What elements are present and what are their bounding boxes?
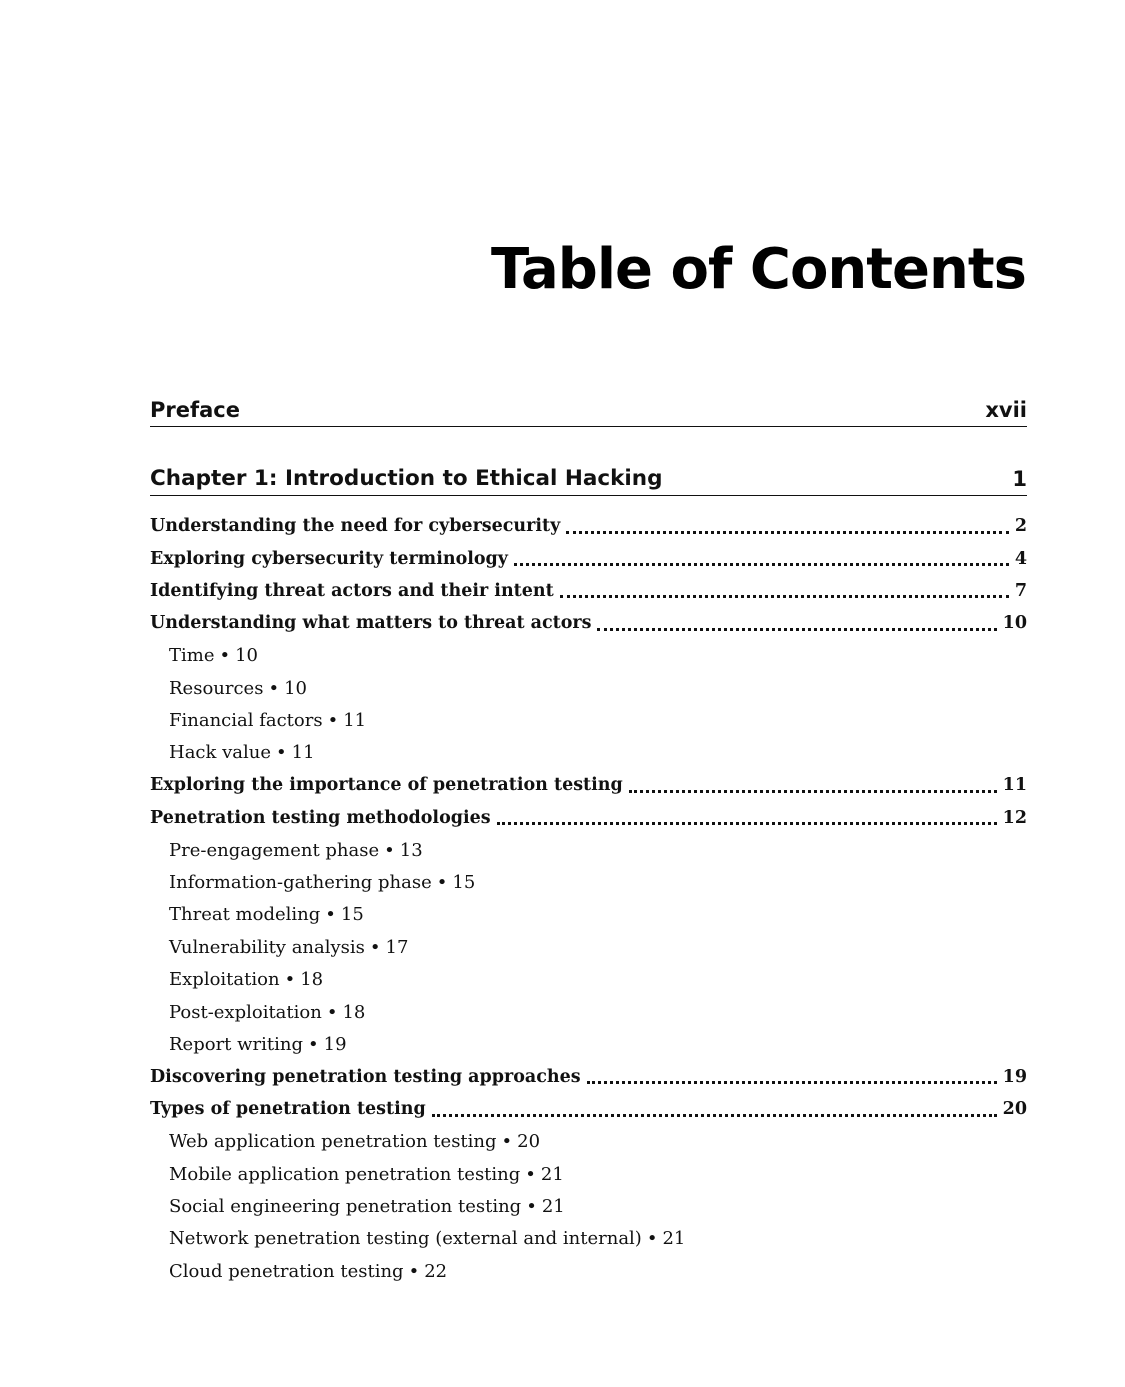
entry-label: Resources — [169, 677, 264, 699]
toc-section-entry[interactable] — [150, 607, 1027, 639]
entry-page-number: 17 — [385, 936, 409, 958]
entry-label: Exploring the importance of penetration testing — [150, 775, 623, 796]
entry-label: Mobile application penetration testing — [169, 1163, 521, 1185]
toc-subsection-entry[interactable] — [150, 899, 1027, 931]
toc-section-entry[interactable] — [150, 542, 1027, 574]
entry-label: Understanding what matters to threat actors — [150, 613, 592, 634]
entry-page-number: 20 — [1002, 1099, 1027, 1120]
entry-page-number: 18 — [300, 969, 324, 991]
entry-page-number: 10 — [235, 645, 259, 667]
toc-subsection-entry[interactable] — [150, 640, 1027, 672]
entry-page-number: 10 — [1002, 613, 1027, 634]
preface-heading[interactable] — [150, 393, 1027, 427]
toc-subsection-entry[interactable] — [150, 1028, 1027, 1060]
dot-leader — [566, 531, 1009, 534]
entry-label: Identifying threat actors and their intent — [150, 580, 554, 601]
entry-label: Post-exploitation — [169, 1001, 322, 1023]
toc-subsection-entry[interactable] — [150, 1190, 1027, 1222]
page-title: Table of Contents — [490, 237, 1026, 302]
bullet-separator: • — [326, 1001, 338, 1023]
entry-label: Penetration testing methodologies — [150, 807, 491, 828]
dot-leader — [560, 595, 1009, 598]
chapter-heading[interactable] — [150, 462, 1027, 496]
toc-subsection-entry[interactable] — [150, 834, 1027, 866]
bullet-separator: • — [369, 936, 381, 958]
entry-label: Network penetration testing (external and internal) — [169, 1228, 642, 1250]
entry-label: Social engineering penetration testing — [169, 1195, 522, 1217]
entry-label: Financial factors — [169, 710, 323, 732]
entry-page-number: 11 — [291, 742, 315, 764]
entry-label: Vulnerability analysis — [169, 936, 365, 958]
toc-subsection-entry[interactable] — [150, 866, 1027, 898]
entry-page-number: 15 — [452, 871, 476, 893]
dot-leader — [432, 1114, 997, 1117]
bullet-separator: • — [526, 1195, 537, 1217]
toc-section-entry[interactable] — [150, 769, 1027, 801]
entry-label: Information-gathering phase — [169, 871, 432, 893]
toc-subsection-entry[interactable] — [150, 996, 1027, 1028]
preface-page-number: xvii — [985, 398, 1027, 422]
bullet-separator: • — [308, 1033, 319, 1055]
entry-page-number: 15 — [340, 904, 364, 926]
toc-subsection-entry[interactable] — [150, 672, 1027, 704]
bullet-separator: • — [501, 1131, 513, 1153]
toc-subsection-entry[interactable] — [150, 1223, 1027, 1255]
bullet-separator: • — [408, 1260, 420, 1282]
entry-page-number: 12 — [1002, 807, 1027, 828]
bullet-separator: • — [276, 742, 287, 764]
preface-label: Preface — [150, 398, 240, 422]
bullet-separator: • — [525, 1163, 536, 1185]
toc-section-entry[interactable] — [150, 510, 1027, 542]
toc-subsection-entry[interactable] — [150, 737, 1027, 769]
bullet-separator: • — [219, 645, 231, 667]
chapter-page-number: 1 — [1012, 467, 1027, 491]
toc-section-entry[interactable] — [150, 1061, 1027, 1093]
entry-label: Report writing — [169, 1033, 303, 1055]
bullet-separator: • — [384, 839, 395, 861]
dot-leader — [514, 563, 1009, 566]
entry-page-number: 20 — [517, 1131, 541, 1153]
entry-label: Web application penetration testing — [169, 1131, 497, 1153]
entry-page-number: 10 — [284, 677, 307, 699]
entry-page-number: 22 — [424, 1260, 448, 1282]
toc-subsection-entry[interactable] — [150, 1158, 1027, 1190]
toc-subsection-entry[interactable] — [150, 963, 1027, 995]
toc-subsection-entry[interactable] — [150, 1125, 1027, 1157]
entry-label: Hack value — [169, 742, 272, 764]
bullet-separator: • — [325, 904, 336, 926]
toc-section-entry[interactable] — [150, 802, 1027, 834]
entry-page-number: 19 — [323, 1033, 347, 1055]
toc-entry-list — [150, 510, 1027, 1287]
bullet-separator: • — [327, 710, 339, 732]
entry-page-number: 11 — [1002, 775, 1027, 796]
toc-section-entry[interactable] — [150, 1093, 1027, 1125]
entry-label: Understanding the need for cybersecurity — [150, 516, 561, 537]
toc-subsection-entry[interactable] — [150, 1255, 1027, 1287]
chapter-label: Chapter 1: Introduction to Ethical Hacking — [150, 466, 663, 491]
dot-leader — [629, 790, 997, 793]
bullet-separator: • — [268, 677, 280, 699]
toc-subsection-entry[interactable] — [150, 704, 1027, 736]
dot-leader — [597, 628, 996, 631]
entry-page-number: 18 — [342, 1001, 366, 1023]
entry-label: Exploitation — [169, 969, 280, 991]
dot-leader — [497, 822, 997, 825]
entry-page-number: 13 — [399, 839, 423, 861]
entry-label: Time — [169, 645, 215, 667]
entry-label: Threat modeling — [169, 904, 321, 926]
bullet-separator: • — [284, 969, 296, 991]
entry-label: Pre-engagement phase — [169, 839, 380, 861]
entry-label: Discovering penetration testing approaches — [150, 1066, 581, 1087]
entry-label: Exploring cybersecurity terminology — [150, 548, 508, 569]
entry-page-number: 19 — [1002, 1066, 1027, 1087]
entry-page-number: 21 — [662, 1228, 686, 1250]
entry-page-number: 21 — [541, 1195, 565, 1217]
dot-leader — [587, 1081, 997, 1084]
entry-label: Types of penetration testing — [150, 1099, 426, 1120]
entry-page-number: 21 — [540, 1163, 564, 1185]
entry-label: Cloud penetration testing — [169, 1260, 404, 1282]
entry-page-number: 2 — [1014, 516, 1027, 537]
bullet-separator: • — [436, 871, 448, 893]
entry-page-number: 7 — [1014, 580, 1027, 601]
bullet-separator: • — [646, 1228, 658, 1250]
toc-subsection-entry[interactable] — [150, 931, 1027, 963]
toc-section-entry[interactable] — [150, 575, 1027, 607]
entry-page-number: 11 — [343, 710, 367, 732]
entry-page-number: 4 — [1014, 548, 1027, 569]
